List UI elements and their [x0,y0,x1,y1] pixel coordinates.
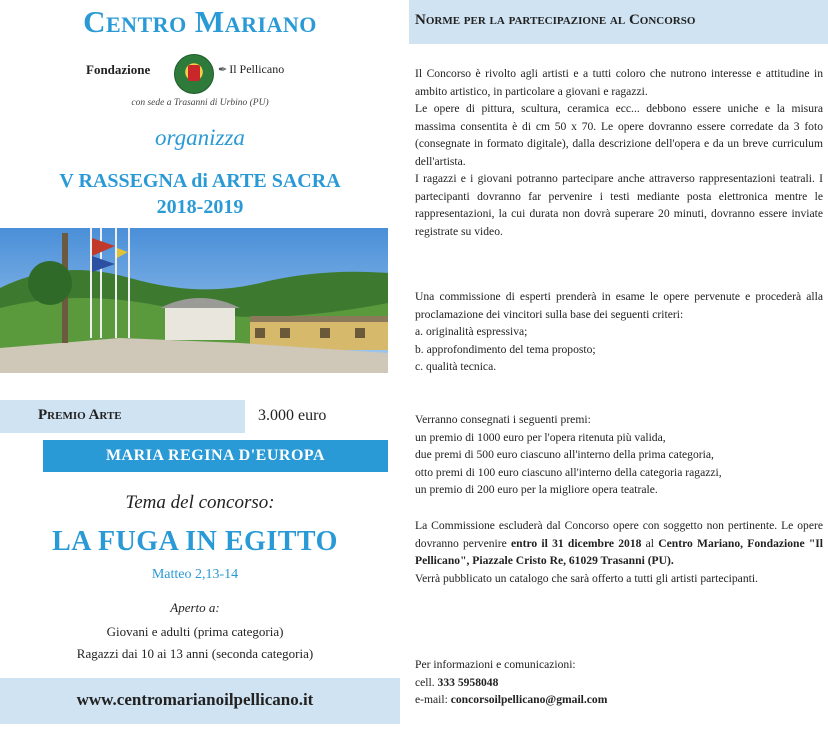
norme-heading: Norme per la partecipazione al Concorso [415,12,696,28]
fondazione-emblem-icon [174,54,214,94]
premio-arte-label: Premio Arte [38,407,122,423]
email-address[interactable]: concorsoilpellicano@gmail.com [450,693,608,706]
criteria-block [415,288,823,376]
address-text: Centro Mariano, Fondazione "Il Pellicano", Piazzale Cristo Re, 61029 Trasanni (PU). [415,536,824,567]
contact-block [415,656,823,709]
rassegna-line1: V RASSEGNA di ARTE SACRA [59,170,341,192]
criteria-intro: Una commissione di esperti prenderà in esame le opere pervenute e procederà alla proclamazione dei vincitori sulla base dei seguenti criteri: [415,290,823,321]
criteria-item: a. originalità espressiva; [415,325,528,338]
tema-label: Tema del concorso: [125,492,275,513]
prize-item: un premio di 1000 euro per l'opera ritenuta più valida, [415,430,666,444]
sede-text: con sede a Trasanni di Urbino (PU) [131,98,269,108]
premio-amount: 3.000 euro [258,407,327,424]
prizes-block [415,411,823,499]
pellicano-label [218,62,284,77]
rules-text-c: I ragazzi e i giovani potranno partecipare anche attraverso rappresentazioni teatrali. I partecipanti dovranno far pervenire i testi mediante posta elettronica mentre le rappresentazioni, la cui durata non dovrà superare 20 minuti, dovranno essere inviate registrate su video. [415,172,823,238]
rules-text-a: Il Concorso è rivolto agli artisti e a tutti coloro che nutrono interesse e attitudine in ambito artistico, in particolare a giovani e ragazzi. [415,67,823,98]
submission-text-b: al [641,536,659,550]
prize-item: otto premi di 100 euro ciascuno all'interno della categoria ragazzi, [415,465,722,479]
prize-item: due premi di 500 euro ciascuno all'interno della prima categoria, [415,448,714,461]
submission-text [415,517,823,570]
criteria-item: b. approfondimento del tema proposto; [415,342,596,356]
deadline-text: entro il 31 dicembre 2018 [511,536,642,550]
right-panel [405,0,828,734]
left-panel [0,0,400,734]
info-label: Per informazioni e comunicazioni: [415,658,576,671]
pellicano-text: Il Pellicano [229,62,285,76]
category-first: Giovani e adulti (prima categoria) [106,624,284,639]
catalogo-text: Verrà pubblicato un catalogo che sarà offerto a tutti gli artisti partecipanti. [415,571,758,585]
maria-regina-title: MARIA REGINA D'EUROPA [105,447,326,464]
email-line [415,691,823,709]
rassegna-line2: 2018-2019 [156,196,244,218]
fondazione-row [0,52,400,92]
prize-item: un premio di 200 euro per la migliore opera teatrale. [415,483,658,496]
fuga-title: LA FUGA IN EGITTO [52,526,338,557]
rassegna-title [0,168,400,220]
premio-band [0,400,245,433]
centro-mariano-title: Centro Mariano [83,4,317,39]
email-label: e-mail: [415,693,451,706]
rules-text-b: Le opere di pittura, scultura, ceramica ecc... debbono essere uniche e la misura massima consentita è di cm 50 x 70. Le opere dovranno essere corredate da 3 foto (consegnate in formato digitale), dalla descrizione dell'opera e da un breve curriculum dell'artista. [415,102,823,168]
cell-label: cell. [415,675,438,689]
prizes-intro: Verranno consegnati i seguenti premi: [415,413,591,426]
matteo-reference: Matteo 2,13-14 [151,567,239,582]
rules-paragraph-1 [415,65,823,240]
category-second: Ragazzi dai 10 ai 13 anni (seconda categoria) [76,646,314,661]
centro-photo [0,228,388,373]
website-link[interactable]: www.centromarianoilpellicano.it [76,690,314,709]
criteria-item: c. qualità tecnica. [415,360,497,373]
cell-line [415,674,823,692]
fondazione-label: Fondazione [86,62,151,77]
aperto-label: Aperto a: [170,600,220,615]
organizza-text: organizza [155,125,245,150]
submission-text-a: La Commissione escluderà dal Concorso opere con soggetto non pertinente. Le opere dovranno pervenire [415,519,823,550]
pelican-icon: ✒ [218,64,228,76]
cell-number[interactable]: 333 5958048 [437,675,499,689]
submission-block [415,517,823,587]
